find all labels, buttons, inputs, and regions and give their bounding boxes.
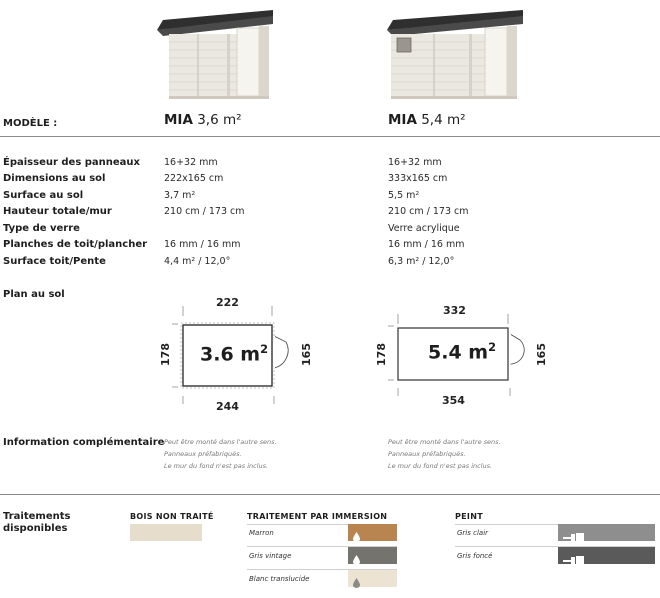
spec-value-glass-large: Verre acrylique: [388, 223, 460, 234]
immersion-item-marron: Marron: [249, 529, 274, 537]
treatments-label: Traitements disponibles: [3, 511, 71, 534]
immersion-title: TRAITEMENT PAR IMMERSION: [247, 512, 388, 521]
immersion-item-blanc-translucide: Blanc translucide: [249, 575, 310, 583]
spec-label-dimensions: Dimensions au sol: [3, 173, 106, 184]
spec-value-surface-large: 5,5 m²: [388, 190, 420, 201]
plan-area-small: 3.6 $m^2$: [200, 342, 269, 366]
spec-value-height-small: 210 cm / 173 cm: [164, 206, 245, 217]
plan-top-dim-small: 222: [216, 296, 239, 309]
info-label: Information complémentaire: [3, 437, 165, 448]
floor-plan-small: [150, 292, 330, 422]
spec-value-thickness-small: 16+32 mm: [164, 157, 218, 168]
plan-label: Plan au sol: [3, 289, 65, 300]
spec-label-boards: Planches de toit/plancher: [3, 239, 148, 250]
info-notes-large: Peut être monté dans l'autre sens. Panneaux préfabriqués. Le mur du fond n'est pas inclus.: [388, 438, 501, 470]
spec-value-roof-small: 4,4 m² / 12,0°: [164, 256, 231, 267]
plan-right-dim-small: 165: [299, 343, 313, 366]
model-label: MODÈLE :: [3, 118, 58, 129]
spec-value-boards-large: 16 mm / 16 mm: [388, 239, 465, 250]
shed-image-large: [385, 2, 525, 106]
spec-value-height-large: 210 cm / 173 cm: [388, 206, 469, 217]
spec-value-dimensions-small: 222x165 cm: [164, 173, 224, 184]
info-notes-small: Peut être monté dans l'autre sens. Panneaux préfabriqués. Le mur du fond n'est pas inclus.: [164, 438, 277, 470]
floor-plan-large: [370, 292, 560, 422]
untreated-swatch: [130, 524, 202, 541]
paint-brush-icon: [563, 551, 585, 570]
divider-header: [0, 136, 660, 137]
plan-left-dim-small: 178: [158, 343, 172, 366]
spec-label-thickness: Épaisseur des panneaux: [3, 157, 141, 168]
paint-item-gris-clair: Gris clair: [457, 529, 489, 537]
spec-value-dimensions-large: 333x165 cm: [388, 173, 448, 184]
divider-treatments: [0, 494, 660, 495]
spec-value-thickness-large: 16+32 mm: [388, 157, 442, 168]
plan-bottom-dim-large: 354: [442, 394, 465, 407]
spec-value-boards-small: 16 mm / 16 mm: [164, 239, 241, 250]
untreated-title: BOIS NON TRAITÉ: [130, 512, 214, 521]
plan-area-large: 5.4 $m^2$: [428, 340, 497, 364]
spec-label-glass: Type de verre: [3, 223, 80, 234]
spec-value-roof-large: 6,3 m² / 12,0°: [388, 256, 455, 267]
spec-label-roof: Surface toit/Pente: [3, 256, 106, 267]
plan-bottom-dim-small: 244: [216, 400, 239, 413]
drop-icon: [353, 527, 360, 537]
drop-icon: [353, 573, 360, 583]
plan-right-dim-large: 165: [534, 343, 548, 366]
immersion-item-gris-vintage: Gris vintage: [249, 552, 292, 560]
model-name-large: MIA 5,4 m²: [388, 112, 466, 128]
paint-brush-icon: [563, 528, 585, 547]
paint-item-gris-fonce: Gris foncé: [457, 552, 493, 560]
spec-value-surface-small: 3,7 m²: [164, 190, 196, 201]
spec-label-surface: Surface au sol: [3, 190, 84, 201]
drop-icon: [353, 550, 360, 560]
spec-label-height: Hauteur totale/mur: [3, 206, 112, 217]
model-name-small: MIA 3,6 m²: [164, 112, 242, 128]
plan-top-dim-large: 332: [443, 304, 466, 317]
paint-title: PEINT: [455, 512, 483, 521]
plan-left-dim-large: 178: [374, 343, 388, 366]
shed-image-small: [155, 2, 275, 106]
